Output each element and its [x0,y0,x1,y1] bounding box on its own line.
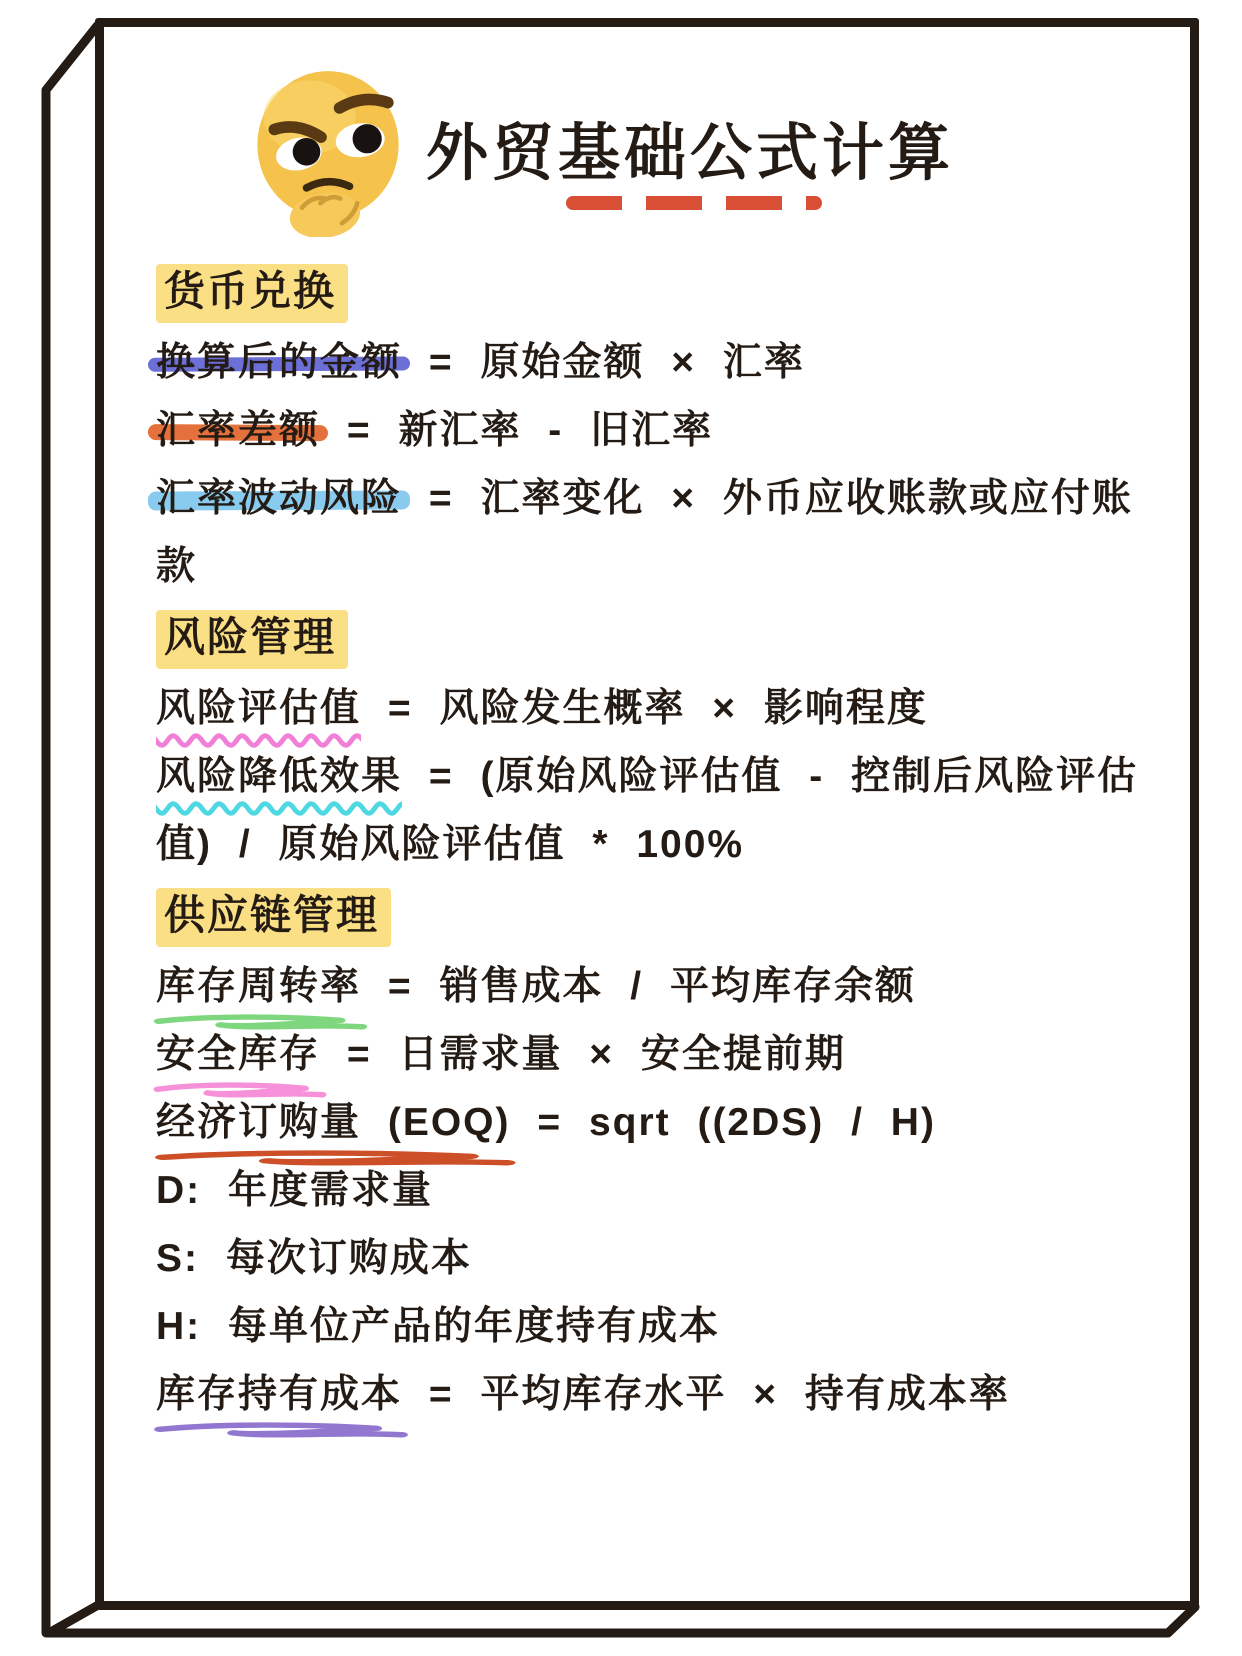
formula-term: 库存周转率 [156,953,361,1021]
formula-text: D: 年度需求量 [156,1169,433,1212]
formula-text: = 平均库存水平 × 持有成本率 [402,1373,1010,1416]
formula-row [156,329,1152,397]
formula-term: 安全库存 [156,1021,320,1089]
formula-sections [156,255,1152,1429]
formula-text: S: 每次订购成本 [156,1237,472,1280]
formula-text: = 新汇率 - 旧汇率 [320,409,714,452]
formula-text: H: 每单位产品的年度持有成本 [156,1305,720,1348]
section-heading: 货币兑换 [156,264,348,323]
formula-text: = 原始金额 × 汇率 [402,341,805,384]
page-title [426,114,954,188]
formula-term: 风险评估值 [156,687,362,730]
formula-text: = 风险发生概率 × 影响程度 [361,687,928,730]
formula-row [156,1089,1152,1157]
formula-text: = 销售成本 / 平均库存余额 [361,965,916,1008]
formula-term: 换算后的金额 [156,329,402,397]
formula-row [156,953,1152,1021]
formula-row [156,743,1152,879]
formula-text: = 汇率变化 × 外币应收账款或应付账款 [156,477,1133,588]
formula-term: 汇率波动风险 [156,465,402,533]
formula-term: 经济订购量 (EOQ) [156,1089,511,1157]
formula-term: 汇率差额 [156,397,320,465]
formula-row [156,1293,1152,1361]
section-heading-line [156,255,1152,329]
formula-text: 外贸 [426,118,559,188]
note-card [95,18,1199,1610]
formula-row [156,1225,1152,1293]
formula-text: = sqrt ((2DS) / H) [510,1101,936,1144]
section-heading-line [156,879,1152,953]
thinking-face-emoji [244,65,412,237]
formula-term: 基础公式 [558,118,823,188]
section-heading: 供应链管理 [156,888,391,947]
formula-row [156,397,1152,465]
formula-term: 库存持有成本 [156,1361,402,1429]
section-heading-line [156,601,1152,675]
formula-text: = 日需求量 × 安全提前期 [320,1033,846,1076]
formula-text: = (原始风险评估值 - 控制后风险评估值) / 原始风险评估值 * 100% [156,755,1139,866]
header [244,57,1152,245]
formula-text: 计算 [822,118,955,188]
formula-term: 风险降低效果 [156,755,403,798]
formula-row [156,675,1152,743]
section-heading: 风险管理 [156,610,348,669]
formula-row [156,465,1152,601]
formula-row [156,1021,1152,1089]
formula-row [156,1361,1152,1429]
formula-row [156,1157,1152,1225]
